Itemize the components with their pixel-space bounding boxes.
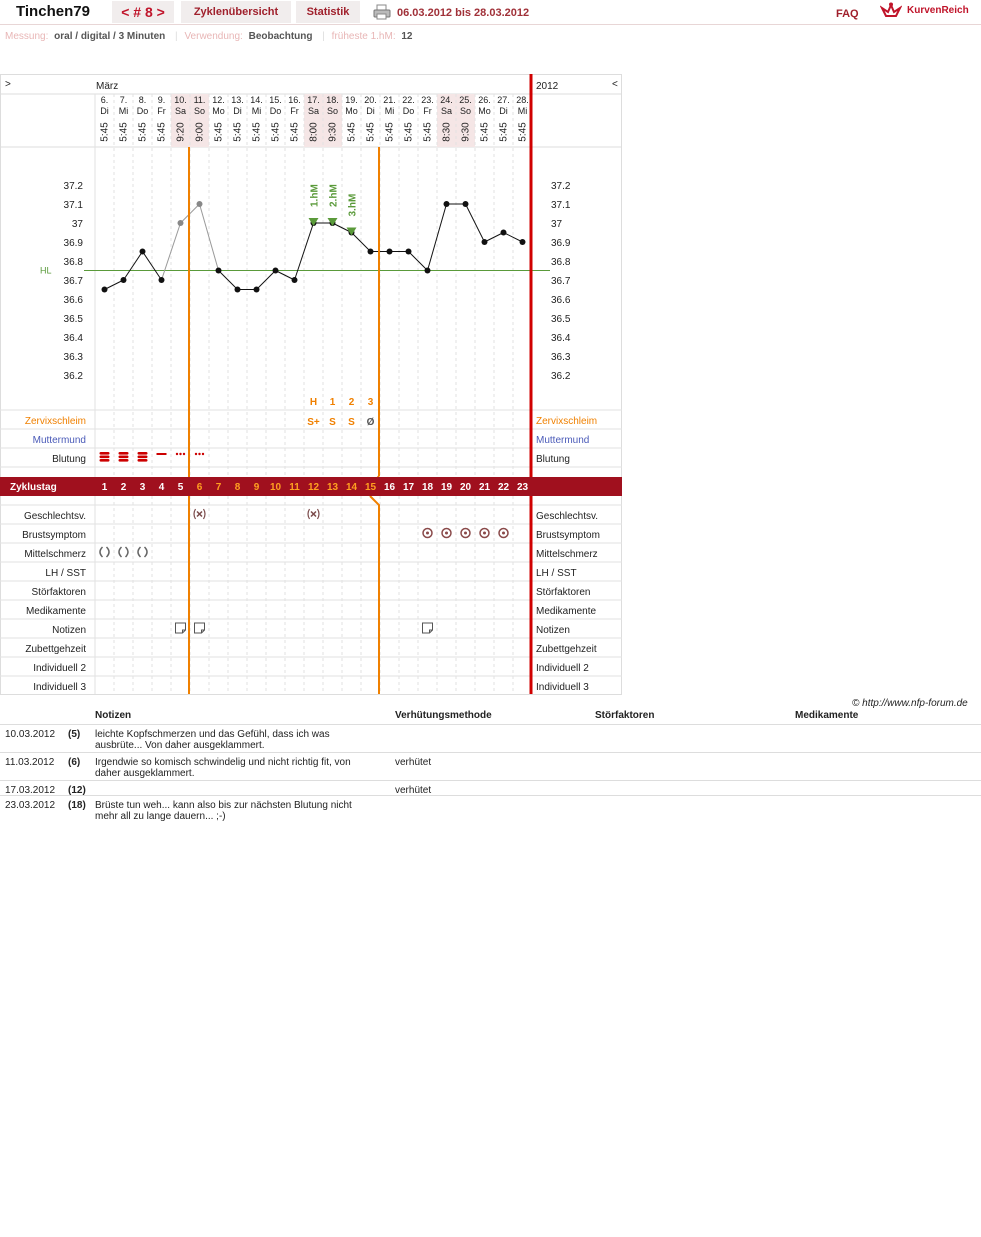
day-date: 6. xyxy=(100,95,109,105)
y-tick-right: 36.5 xyxy=(551,314,571,325)
day-weekday: Di xyxy=(366,106,375,116)
y-tick-right: 36.2 xyxy=(551,371,571,382)
y-tick-left: 37 xyxy=(71,219,83,230)
day-weekday: Di xyxy=(233,106,242,116)
measurement-info: Messung: oral / digital / 3 Minuten | Verwendung: Beobachtung | früheste 1.hM: 12 xyxy=(5,31,413,42)
day-date: 27. xyxy=(497,95,510,105)
temp-point xyxy=(102,287,108,293)
col-notes: Notizen xyxy=(95,710,132,721)
col-medication: Medikamente xyxy=(795,710,859,721)
measure-time: 5:45 xyxy=(403,122,415,142)
brand-logo[interactable]: KurvenReich xyxy=(907,5,969,16)
day-weekday: Sa xyxy=(307,106,320,116)
day-date: 16. xyxy=(288,95,301,105)
y-tick-left: 36.8 xyxy=(63,257,83,268)
temp-point xyxy=(292,277,298,283)
day-weekday: So xyxy=(326,106,339,116)
row-label-left: Zubettgehzeit xyxy=(25,644,86,655)
cycle-day-number: 7 xyxy=(215,482,222,493)
day-date: 10. xyxy=(174,95,187,105)
row-label-right: Mittelschmerz xyxy=(536,549,598,560)
cycle-nav[interactable]: < # 8 > xyxy=(112,1,174,23)
username: Tinchen79 xyxy=(16,3,90,20)
note-row xyxy=(0,795,981,823)
tab-statistics[interactable]: Statistik xyxy=(296,1,360,23)
day-weekday: Mi xyxy=(251,106,262,116)
row-label-left: Störfaktoren xyxy=(31,587,86,598)
y-tick-right: 37 xyxy=(551,219,563,230)
measure-time: 5:45 xyxy=(517,122,529,142)
temp-point xyxy=(368,249,374,255)
row-label-left: Geschlechtsv. xyxy=(23,511,86,522)
cycle-day-number: 10 xyxy=(269,482,282,493)
measure-time: 5:45 xyxy=(498,122,510,142)
cycle-day-number: 11 xyxy=(289,482,300,493)
cycle-day-number: 15 xyxy=(364,482,377,493)
row-label-right: Zubettgehzeit xyxy=(536,644,597,655)
bleeding-heavy-icon xyxy=(119,456,129,459)
measure-time: 9:00 xyxy=(194,122,206,142)
y-tick-left: 37.2 xyxy=(63,181,83,192)
row-label-right: Muttermund xyxy=(536,435,590,446)
measure-time: 5:45 xyxy=(365,122,377,142)
cycle-day-number: 18 xyxy=(421,482,434,493)
temp-point xyxy=(178,220,184,226)
note-text: leichte Kopfschmerzen und das Gefühl, dass ich was ausbrüte... Von daher ausgeklammert. xyxy=(95,729,330,751)
day-weekday: Sa xyxy=(174,106,187,116)
chart-frame xyxy=(1,75,622,695)
row-label-left: Brustsymptom xyxy=(22,530,86,541)
hm-label: 2.hM xyxy=(328,184,340,207)
y-tick-left: 36.5 xyxy=(63,314,83,325)
cycle-day-number: 12 xyxy=(307,482,320,493)
row-label-left: LH / SST xyxy=(45,568,86,579)
cycle-day-number: 16 xyxy=(383,482,396,493)
measure-time: 5:45 xyxy=(99,122,111,142)
y-tick-right: 37.2 xyxy=(551,181,571,192)
temp-point xyxy=(121,277,127,283)
note-row xyxy=(0,724,981,752)
note-text: Brüste tun weh... kann also bis zur nächsten Blutung nicht mehr all zu lange dauern... ;-) xyxy=(95,800,352,822)
cycle-day-number: 1 xyxy=(101,482,108,493)
day-date: 13. xyxy=(231,95,244,105)
day-date: 22. xyxy=(402,95,415,105)
note-row xyxy=(0,752,981,780)
bleeding-spot-icon xyxy=(176,453,178,455)
day-weekday: Fr xyxy=(157,106,166,116)
day-weekday: Mi xyxy=(118,106,129,116)
note-day: (12) xyxy=(68,785,86,796)
row-label-right: Brustsymptom xyxy=(536,530,600,541)
row-label-left: Notizen xyxy=(52,625,86,636)
usage-label: Verwendung: xyxy=(184,31,243,42)
y-tick-left: 36.9 xyxy=(63,238,83,249)
y-tick-left: 36.7 xyxy=(63,276,83,287)
note-row xyxy=(0,780,981,796)
bleeding-heavy-icon xyxy=(119,452,129,455)
note-day: (18) xyxy=(68,800,86,811)
bleeding-spot-icon xyxy=(202,453,204,455)
note-day: (5) xyxy=(68,729,81,740)
earliest-hm-label: früheste 1.hM: xyxy=(331,31,396,42)
y-tick-left: 36.4 xyxy=(63,333,83,344)
measure-time: 5:45 xyxy=(251,122,263,142)
y-tick-right: 36.9 xyxy=(551,238,571,249)
day-weekday: Fr xyxy=(290,106,299,116)
measure-time: 5:45 xyxy=(270,122,282,142)
temp-point xyxy=(140,249,146,255)
day-date: 26. xyxy=(478,95,491,105)
temp-point xyxy=(520,239,526,245)
day-date: 7. xyxy=(119,95,128,105)
measure-time: 5:45 xyxy=(346,122,358,142)
note-icon xyxy=(423,623,433,633)
coverline-label: HL xyxy=(40,265,52,276)
row-label-left: Individuell 3 xyxy=(33,682,86,693)
cycle-day-number: 6 xyxy=(196,482,203,493)
temp-point xyxy=(387,249,393,255)
day-weekday: Mi xyxy=(517,106,528,116)
y-tick-left: 36.3 xyxy=(63,352,83,363)
temp-point xyxy=(501,230,507,236)
temp-point xyxy=(235,287,241,293)
day-weekday: So xyxy=(459,106,472,116)
note-method: verhütet xyxy=(395,757,432,768)
cycle-day-number: 2 xyxy=(120,482,127,493)
row-label-right: Zervixschleim xyxy=(536,416,598,427)
row-label-right: Individuell 3 xyxy=(536,682,589,693)
row-label-right: Individuell 2 xyxy=(536,663,589,674)
temp-point xyxy=(159,277,165,283)
date-range: 06.03.2012 bis 28.03.2012 xyxy=(397,7,530,19)
day-weekday: Di xyxy=(499,106,508,116)
y-tick-left: 37.1 xyxy=(63,200,83,211)
row-label-right: Medikamente xyxy=(536,606,597,617)
measure-time: 5:45 xyxy=(156,122,168,142)
bleeding-heavy-icon xyxy=(119,459,129,462)
day-date: 17. xyxy=(307,95,320,105)
measure-time: 5:45 xyxy=(384,122,396,142)
y-tick-right: 36.7 xyxy=(551,276,571,287)
measure-time: 9:30 xyxy=(460,122,472,142)
day-date: 18. xyxy=(326,95,339,105)
bleeding-heavy-icon xyxy=(138,459,148,462)
y-tick-left: 36.6 xyxy=(63,295,83,306)
bleeding-heavy-icon xyxy=(100,459,110,462)
y-tick-right: 36.3 xyxy=(551,352,571,363)
cycle-day-label: Zyklustag xyxy=(10,482,57,493)
y-tick-left: 36.2 xyxy=(63,371,83,382)
day-weekday: Mi xyxy=(384,106,395,116)
day-weekday: Mo xyxy=(345,106,358,116)
day-date: 23. xyxy=(421,95,434,105)
temp-point xyxy=(463,201,469,207)
cycle-day-number: 5 xyxy=(177,482,184,493)
measure-time: 5:45 xyxy=(118,122,130,142)
cervical-mucus-mark: S xyxy=(348,417,355,428)
cycle-day-number: 14 xyxy=(345,482,358,493)
cycle-day-number: 3 xyxy=(139,482,146,493)
cycle-day-number: 20 xyxy=(459,482,472,493)
day-date: 19. xyxy=(345,95,358,105)
row-label-right: Störfaktoren xyxy=(536,587,591,598)
cycle-day-number: 4 xyxy=(158,482,165,493)
copyright: © http://www.nfp-forum.de xyxy=(852,698,968,709)
day-weekday: Mo xyxy=(212,106,225,116)
day-date: 8. xyxy=(138,95,147,105)
month-label: März xyxy=(96,81,119,92)
col-method: Verhütungsmethode xyxy=(395,710,492,721)
day-date: 28. xyxy=(516,95,529,105)
day-date: 9. xyxy=(157,95,166,105)
cervical-mucus-mark: Ø xyxy=(366,417,375,428)
earliest-hm-value: 12 xyxy=(401,31,413,42)
note-text: Irgendwie so komisch schwindelig und nicht richtig fit, von daher ausgeklammert. xyxy=(95,757,351,779)
measure-time: 5:45 xyxy=(289,122,301,142)
peak-letter: 2 xyxy=(348,397,355,408)
y-tick-right: 36.6 xyxy=(551,295,571,306)
cycle-day-number: 8 xyxy=(234,482,241,493)
bleeding-spot-icon xyxy=(183,453,185,455)
day-weekday: Fr xyxy=(423,106,432,116)
temp-point xyxy=(444,201,450,207)
temp-point xyxy=(425,268,431,274)
note-icon xyxy=(195,623,205,633)
day-weekday: Do xyxy=(269,106,282,116)
day-date: 24. xyxy=(440,95,453,105)
measurement-value: oral / digital / 3 Minuten xyxy=(54,31,166,42)
measure-time: 5:45 xyxy=(137,122,149,142)
row-label-left: Mittelschmerz xyxy=(24,549,86,560)
row-label-right: Notizen xyxy=(536,625,570,636)
row-label-right: Blutung xyxy=(536,454,570,465)
bleeding-heavy-icon xyxy=(138,456,148,459)
bleeding-heavy-icon xyxy=(100,456,110,459)
measure-time: 5:45 xyxy=(213,122,225,142)
row-label-left: Blutung xyxy=(52,454,86,465)
cervical-mucus-mark: S xyxy=(329,417,336,428)
note-date: 17.03.2012 xyxy=(5,785,56,796)
bleeding-spot-icon xyxy=(195,453,197,455)
day-date: 15. xyxy=(269,95,282,105)
cycle-day-number: 13 xyxy=(326,482,339,493)
row-label-left: Individuell 2 xyxy=(33,663,86,674)
peak-letter: 1 xyxy=(329,397,336,408)
temp-point xyxy=(197,201,203,207)
measure-time: 8:00 xyxy=(308,122,320,142)
day-weekday: So xyxy=(193,106,206,116)
temp-point xyxy=(216,268,222,274)
hm-label: 1.hM xyxy=(309,184,321,207)
faq-link[interactable]: FAQ xyxy=(836,8,859,20)
cycle-day-number: 9 xyxy=(253,482,260,493)
row-label-right: Geschlechtsv. xyxy=(536,511,599,522)
measure-time: 8:30 xyxy=(441,122,453,142)
y-tick-right: 36.4 xyxy=(551,333,571,344)
measure-time: 5:45 xyxy=(232,122,244,142)
day-date: 25. xyxy=(459,95,472,105)
cycle-day-number: 17 xyxy=(402,482,415,493)
note-day: (6) xyxy=(68,757,81,768)
day-weekday: Di xyxy=(100,106,109,116)
day-date: 12. xyxy=(212,95,225,105)
nav-left-arrow: > xyxy=(5,79,11,90)
row-label-right: LH / SST xyxy=(536,568,577,579)
bleeding-heavy-icon xyxy=(138,452,148,455)
day-date: 11. xyxy=(193,95,206,105)
note-date: 11.03.2012 xyxy=(5,757,55,768)
day-date: 21. xyxy=(383,95,396,105)
nav-right-arrow: < xyxy=(612,79,618,90)
note-date: 23.03.2012 xyxy=(5,800,56,811)
cycle-day-number: 23 xyxy=(516,482,529,493)
tab-cycle-overview[interactable]: Zyklenübersicht xyxy=(181,1,291,23)
day-date: 20. xyxy=(364,95,377,105)
day-date: 14. xyxy=(250,95,263,105)
y-tick-right: 37.1 xyxy=(551,200,571,211)
year-label: 2012 xyxy=(536,81,559,92)
day-weekday: Do xyxy=(136,106,149,116)
peak-letter: 3 xyxy=(367,397,374,408)
day-weekday: Mo xyxy=(478,106,491,116)
note-date: 10.03.2012 xyxy=(5,729,56,740)
measurement-label: Messung: xyxy=(5,31,49,42)
measure-time: 5:45 xyxy=(422,122,434,142)
row-label-left: Medikamente xyxy=(25,606,86,617)
row-label-left: Zervixschleim xyxy=(24,416,86,427)
cervical-mucus-mark: S+ xyxy=(307,417,320,428)
col-disturbances: Störfaktoren xyxy=(595,710,655,721)
temp-point xyxy=(482,239,488,245)
temp-point xyxy=(406,249,412,255)
temp-point xyxy=(273,268,279,274)
temp-point xyxy=(254,287,260,293)
cycle-day-number: 22 xyxy=(497,482,510,493)
note-icon xyxy=(176,623,186,633)
bleeding-spot-icon xyxy=(179,453,181,455)
day-weekday: Do xyxy=(402,106,415,116)
usage-value: Beobachtung xyxy=(248,31,313,42)
bleeding-heavy-icon xyxy=(100,452,110,455)
hm-label: 3.hM xyxy=(347,193,359,217)
note-method: verhütet xyxy=(395,785,432,796)
day-weekday: Sa xyxy=(440,106,453,116)
cycle-day-number: 19 xyxy=(440,482,453,493)
cycle-day-number: 21 xyxy=(478,482,491,493)
bleeding-spot-icon xyxy=(198,453,200,455)
peak-letter: H xyxy=(309,397,318,408)
y-tick-right: 36.8 xyxy=(551,257,571,268)
bleeding-light-icon xyxy=(157,453,167,455)
measure-time: 5:45 xyxy=(479,122,491,142)
measure-time: 9:30 xyxy=(327,122,339,142)
measure-time: 9:20 xyxy=(175,122,187,142)
row-label-left: Muttermund xyxy=(32,435,86,446)
